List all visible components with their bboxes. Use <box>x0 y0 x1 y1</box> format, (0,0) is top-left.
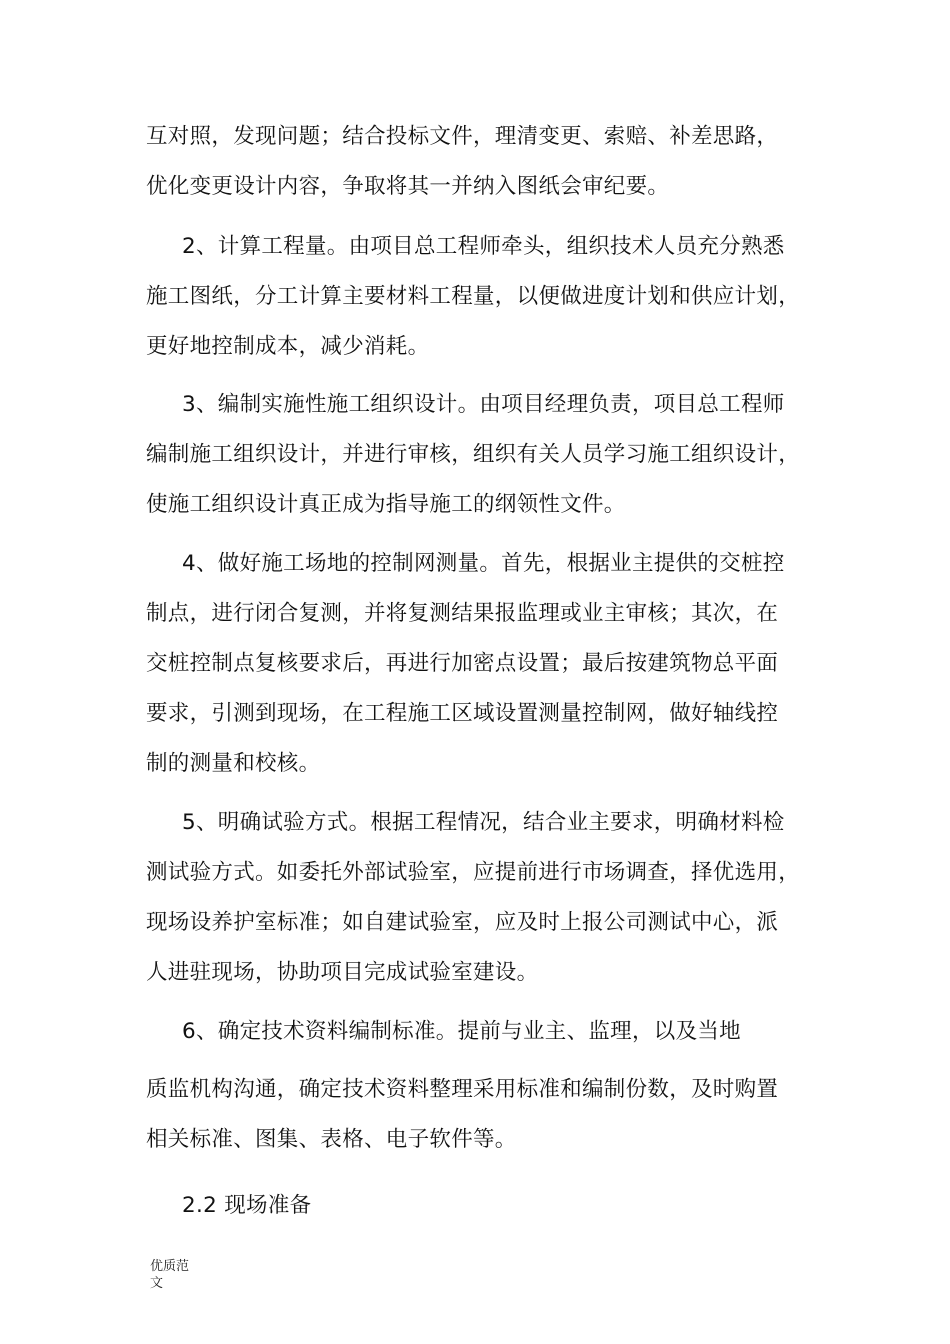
text-line: 优化变更设计内容，争取将其一并纳入图纸会审纪要。 <box>146 174 670 199</box>
text-line: 制点，进行闭合复测，并将复测结果报监理或业主审核；其次，在 <box>146 601 779 626</box>
footer-line: 优质范 <box>150 1259 190 1274</box>
text-line: 人进驻现场，协助项目完成试验室建设。 <box>146 960 539 985</box>
paragraph-5-start: 5、明确试验方式。根据工程情况，结合业主要求，明确材料检 <box>182 810 785 835</box>
paragraph-4-start: 4、做好施工场地的控制网测量。首先，根据业主提供的交桩控 <box>182 551 785 576</box>
text-line: 施工图纸，分工计算主要材料工程量，以便做进度计划和供应计划， <box>146 284 801 309</box>
footer-line: 文 <box>150 1276 164 1291</box>
text-line: 使施工组织设计真正成为指导施工的纲领性文件。 <box>146 492 626 517</box>
paragraph-6-start: 6、确定技术资料编制标准。提前与业主、监理，以及当地 <box>182 1019 741 1044</box>
text-line: 相关标准、图集、表格、电子软件等。 <box>146 1127 517 1152</box>
text-line: 质监机构沟通，确定技术资料整理采用标准和编制份数，及时购置 <box>146 1077 779 1102</box>
paragraph-3-start: 3、编制实施性施工组织设计。由项目经理负责，项目总工程师 <box>182 392 785 417</box>
text-line: 测试验方式。如委托外部试验室，应提前进行市场调查，择优选用， <box>146 860 801 885</box>
text-line: 更好地控制成本，减少消耗。 <box>146 334 430 359</box>
section-heading: 2.2 现场准备 <box>182 1193 312 1218</box>
page-footer <box>150 1258 200 1292</box>
paragraph-2-start: 2、计算工程量。由项目总工程师牵头，组织技术人员充分熟悉 <box>182 234 785 259</box>
text-line: 现场设养护室标准；如自建试验室，应及时上报公司测试中心，派 <box>146 910 779 935</box>
text-line: 制的测量和校核。 <box>146 751 321 776</box>
text-line: 要求，引测到现场，在工程施工区域设置测量控制网，做好轴线控 <box>146 701 779 726</box>
text-line: 编制施工组织设计，并进行审核，组织有关人员学习施工组织设计， <box>146 442 801 467</box>
text-line: 互对照，发现问题；结合投标文件，理清变更、索赔、补差思路， <box>146 124 779 149</box>
text-line: 交桩控制点复核要求后，再进行加密点设置；最后按建筑物总平面 <box>146 651 779 676</box>
